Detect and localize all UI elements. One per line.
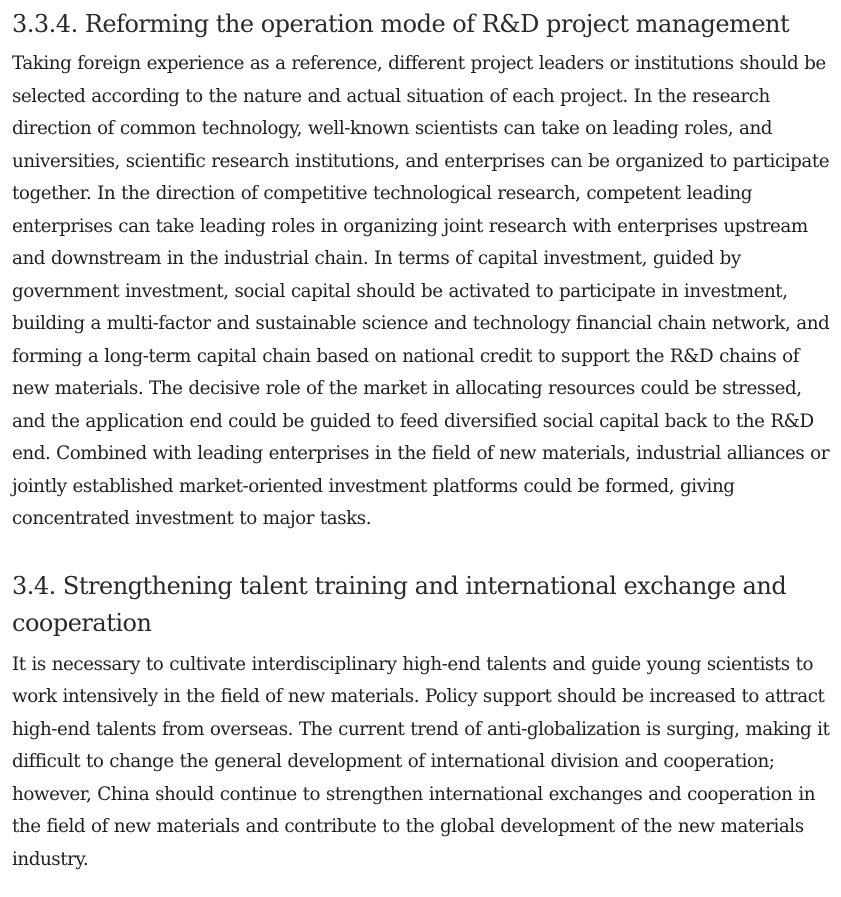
section-paragraph: Taking foreign experience as a reference, different project leaders or institutions should be selected according to the nature and actual situation of each project. In the research direction of common technology, well-known scientists can take on leading roles, and universities, scientific research institutions, and enterprises can be organized to participate together. In the direction of competitive technological research, competent leading enterprises can take leading roles in organizing joint research with enterprises upstream and downstream in the industrial chain. In terms of capital investment, guided by government investment, social capital should be activated to participate in investment, building a multi-factor and sustainable science and technology financial chain network, and forming a long-term capital chain based on national credit to support the R&D chains of new materials. The decisive role of the market in allocating resources could be stressed, and the application end could be guided to feed diversified social capital back to the R&D end. Combined with leading enterprises in the field of new materials, industrial alliances or jointly established market-oriented investment platforms could be formed, giving concentrated investment to major tasks. — [12, 53, 830, 529]
section-heading: 3.4. Strengthening talent training and international exchange and cooperation — [12, 571, 787, 637]
section-3-3-4 — [12, 0, 834, 536]
section-heading: 3.3.4. Reforming the operation mode of R&D project management — [12, 10, 790, 38]
section-paragraph: It is necessary to cultivate interdisciplinary high-end talents and guide young scientists to work intensively in the field of new materials. Policy support should be increased to attract high-end talents from overseas. The current trend of anti-globalization is surging, making it difficult to change the general development of international division and cooperation; however, China should continue to strengthen international exchanges and cooperation in the field of new materials and contribute to the global development of the new materials industry. — [12, 653, 830, 870]
article-body — [12, 0, 834, 876]
section-3-4 — [12, 568, 834, 877]
